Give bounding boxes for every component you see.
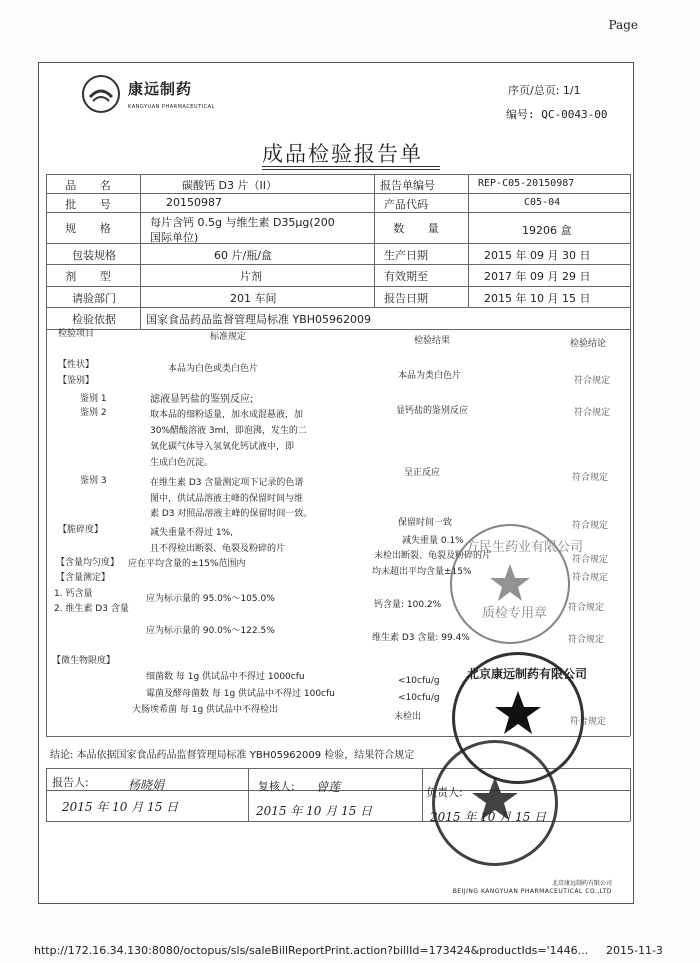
table-line: [468, 174, 469, 307]
std-mold: 霉菌及酵母菌数 每 1g 供试品中不得过 100cfu: [146, 689, 335, 699]
reporter-label: 报告人:: [52, 776, 89, 789]
res-friability-1: 减失重量 0.1%: [402, 536, 464, 546]
table-line: [46, 174, 630, 175]
std-calcium: 应为标示量的 95.0%～105.0%: [146, 594, 275, 604]
item-calcium: 1. 钙含量: [54, 589, 93, 599]
res-id3: 保留时间一致: [398, 518, 453, 528]
std-id-line5: 生成白色沉淀。: [150, 458, 214, 468]
item-identification: 【鉴别】: [58, 376, 95, 386]
table-line: [374, 174, 375, 307]
batch-label: 批 号: [65, 198, 121, 211]
res-character: 本品为类白色片: [398, 371, 462, 381]
table-line: [46, 243, 630, 244]
table-line: [630, 174, 631, 736]
report-no-label: 报告单编号: [380, 179, 435, 192]
reporter-date: 2015 年 10 月 15 日: [62, 800, 179, 814]
concl-friability: 符合规定: [572, 555, 609, 565]
table-line: [46, 307, 630, 308]
std-character: 本品为白色或类白色片: [168, 364, 259, 374]
conclusion-text: 结论: 本品依据国家食品药品监督管理局标准 YBH05962009 检验，结果符合规定: [50, 750, 415, 761]
footer-company-en: BEIJING KANGYUAN PHARMACEUTICAL CO.,LTD: [452, 888, 612, 895]
pack-label: 包装规格: [72, 249, 116, 262]
reviewer-label: 复核人:: [258, 780, 295, 793]
item-id3: 鉴别 3: [80, 476, 107, 486]
reviewer-signature: 曾莲: [316, 780, 341, 794]
std-bacteria: 细菌数 每 1g 供试品中不得过 1000cfu: [146, 672, 305, 682]
company-seal-text: 北京康远制药有限公司: [467, 667, 588, 681]
std-id-line4: 氧化碳气体导入氢氧化钙试液中，即: [150, 442, 295, 452]
spec-line-2: 国际单位): [150, 231, 199, 244]
page-number: 序页/总页: 1/1: [508, 84, 581, 97]
res-calcium: 钙含量: 100.2%: [374, 600, 442, 610]
table-line: [46, 264, 630, 265]
concl-uniformity: 符合规定: [572, 573, 609, 583]
pack-spec: 60 片/瓶/盒: [214, 249, 272, 262]
std-id-line2: 取本品的细粉适量，加水成混悬液，加: [150, 410, 304, 420]
product-code-label: 产品代码: [384, 198, 428, 211]
item-friability: 【脆碎度】: [58, 525, 104, 535]
std-ecoli: 大肠埃希菌 每 1g 供试品中不得检出: [132, 705, 279, 715]
product-name-label: 品 名: [65, 179, 121, 192]
expiry-label: 有效期至: [384, 270, 428, 283]
item-id1: 鉴别 1: [80, 394, 107, 404]
spec-line-1: 每片含钙 0.5g 与维生素 D35μg(200: [150, 216, 335, 229]
document-number: 编号: QC-0043-00: [506, 108, 608, 121]
std-id3-line3: 素 D3 对照品溶液主峰的保留时间一致。: [150, 509, 313, 519]
std-uniformity: 应在平均含量的±15%范围内: [128, 559, 246, 569]
concl-calcium: 符合规定: [568, 603, 605, 613]
product-name: 碳酸钙 D3 片（II）: [182, 179, 277, 192]
table-line: [46, 212, 630, 213]
res-mold: <10cfu/g: [398, 693, 440, 703]
table-line: [46, 768, 47, 821]
quantity: 19206 盒: [522, 224, 572, 237]
col-standard: 标准规定: [210, 332, 247, 342]
spec-label: 规 格: [65, 222, 121, 235]
reporter-signature: 杨晓娟: [128, 778, 165, 792]
item-character: 【性状】: [58, 360, 95, 370]
table-line: [422, 768, 423, 821]
browser-url: http://172.16.34.130:8080/octopus/sls/saleBillReportPrint.action?billId=173424&productIds='1446...: [34, 944, 589, 957]
res-friability-2: 未检出断裂、龟裂及粉碎的片: [374, 551, 492, 561]
quality-seal: [450, 524, 584, 644]
res-id1: 显钙盐的鉴别反应: [396, 406, 469, 416]
col-item: 检验项目: [58, 329, 95, 339]
std-vitd: 应为标示量的 90.0%～122.5%: [146, 626, 275, 636]
quality-seal-text: 方民生药业有限公司: [466, 540, 584, 555]
col-result: 检验结果: [414, 336, 451, 346]
std-id-line3: 30%醋酸溶液 3ml，即泡沸，发生的二: [150, 426, 307, 436]
table-line: [46, 193, 630, 194]
table-line: [140, 174, 141, 329]
department: 201 车间: [230, 292, 277, 305]
std-id-line1: 滤液显钙盐的鉴别反应;: [150, 394, 254, 405]
res-uniformity: 均未超出平均含量±15%: [372, 567, 472, 577]
std-id3-line2: 图中，供试品溶液主峰的保留时间与维: [150, 494, 304, 504]
report-no: REP-C05-20150987: [478, 178, 575, 189]
mfg-date: 2015 年 09 月 30 日: [484, 249, 591, 262]
brand-name-en: KANGYUAN PHARMACEUTICAL: [128, 104, 215, 110]
res-ecoli: 未检出: [394, 712, 422, 722]
title-underline: [262, 169, 440, 170]
test-basis: 国家食品药品监督管理局标准 YBH05962009: [146, 313, 372, 326]
page-label: Page: [608, 18, 638, 32]
form-label: 剂 型: [65, 270, 121, 283]
std-friability-2: 且不得检出断裂、龟裂及粉碎的片: [150, 544, 286, 554]
concl-vitd: 符合规定: [568, 635, 605, 645]
item-uniformity: 【含量均匀度】: [56, 558, 120, 568]
product-code: C05-04: [524, 197, 561, 208]
expiry-date: 2017 年 09 月 29 日: [484, 270, 591, 283]
table-line: [630, 768, 631, 821]
concl-character: 符合规定: [574, 376, 611, 386]
print-date: 2015-11-3: [606, 944, 663, 957]
title-underline: [262, 166, 440, 167]
concl-id2: 符合规定: [572, 473, 609, 483]
report-date: 2015 年 10 月 15 日: [484, 292, 591, 305]
company-seal-overlap: [432, 740, 558, 866]
report-title: 成品检验报告单: [262, 142, 423, 166]
item-id2: 鉴别 2: [80, 408, 107, 418]
batch-number: 20150987: [166, 196, 222, 209]
item-vitd: 2. 维生素 D3 含量: [54, 604, 129, 614]
std-friability-1: 减失重量不得过 1%,: [150, 528, 233, 538]
res-bacteria: <10cfu/g: [398, 676, 440, 686]
mfg-date-label: 生产日期: [384, 249, 428, 262]
responsible-label: 负责人:: [426, 786, 463, 799]
col-conclusion: 检验结论: [570, 339, 607, 349]
footer-company-cn: 北京康远制药有限公司: [551, 880, 612, 887]
std-id3-line1: 在维生素 D3 含量测定项下记录的色谱: [150, 478, 304, 488]
concl-id1: 符合规定: [574, 408, 611, 418]
table-line: [46, 174, 47, 736]
table-line: [46, 286, 630, 287]
table-line: [46, 329, 630, 330]
dept-label: 请验部门: [72, 292, 116, 305]
dosage-form: 片剂: [240, 270, 262, 283]
report-date-label: 报告日期: [384, 292, 428, 305]
quality-seal-subtext: 质检专用章: [482, 606, 548, 621]
res-vitd: 维生素 D3 含量: 99.4%: [372, 633, 470, 643]
responsible-date: 2015 年 10 月 15 日: [430, 810, 547, 824]
item-microbial: 【微生物限度】: [52, 656, 116, 666]
reviewer-date: 2015 年 10 月 15 日: [256, 804, 373, 818]
basis-label: 检验依据: [72, 313, 116, 326]
company-logo-icon: [82, 75, 120, 113]
concl-microbial: 符合规定: [570, 717, 607, 727]
item-assay: 【含量测定】: [56, 573, 111, 583]
quantity-label: 数 量: [393, 222, 449, 235]
concl-id3: 符合规定: [572, 521, 609, 531]
res-id2: 呈正反应: [404, 468, 441, 478]
table-line: [248, 768, 249, 821]
brand-name: 康远制药: [128, 80, 193, 98]
